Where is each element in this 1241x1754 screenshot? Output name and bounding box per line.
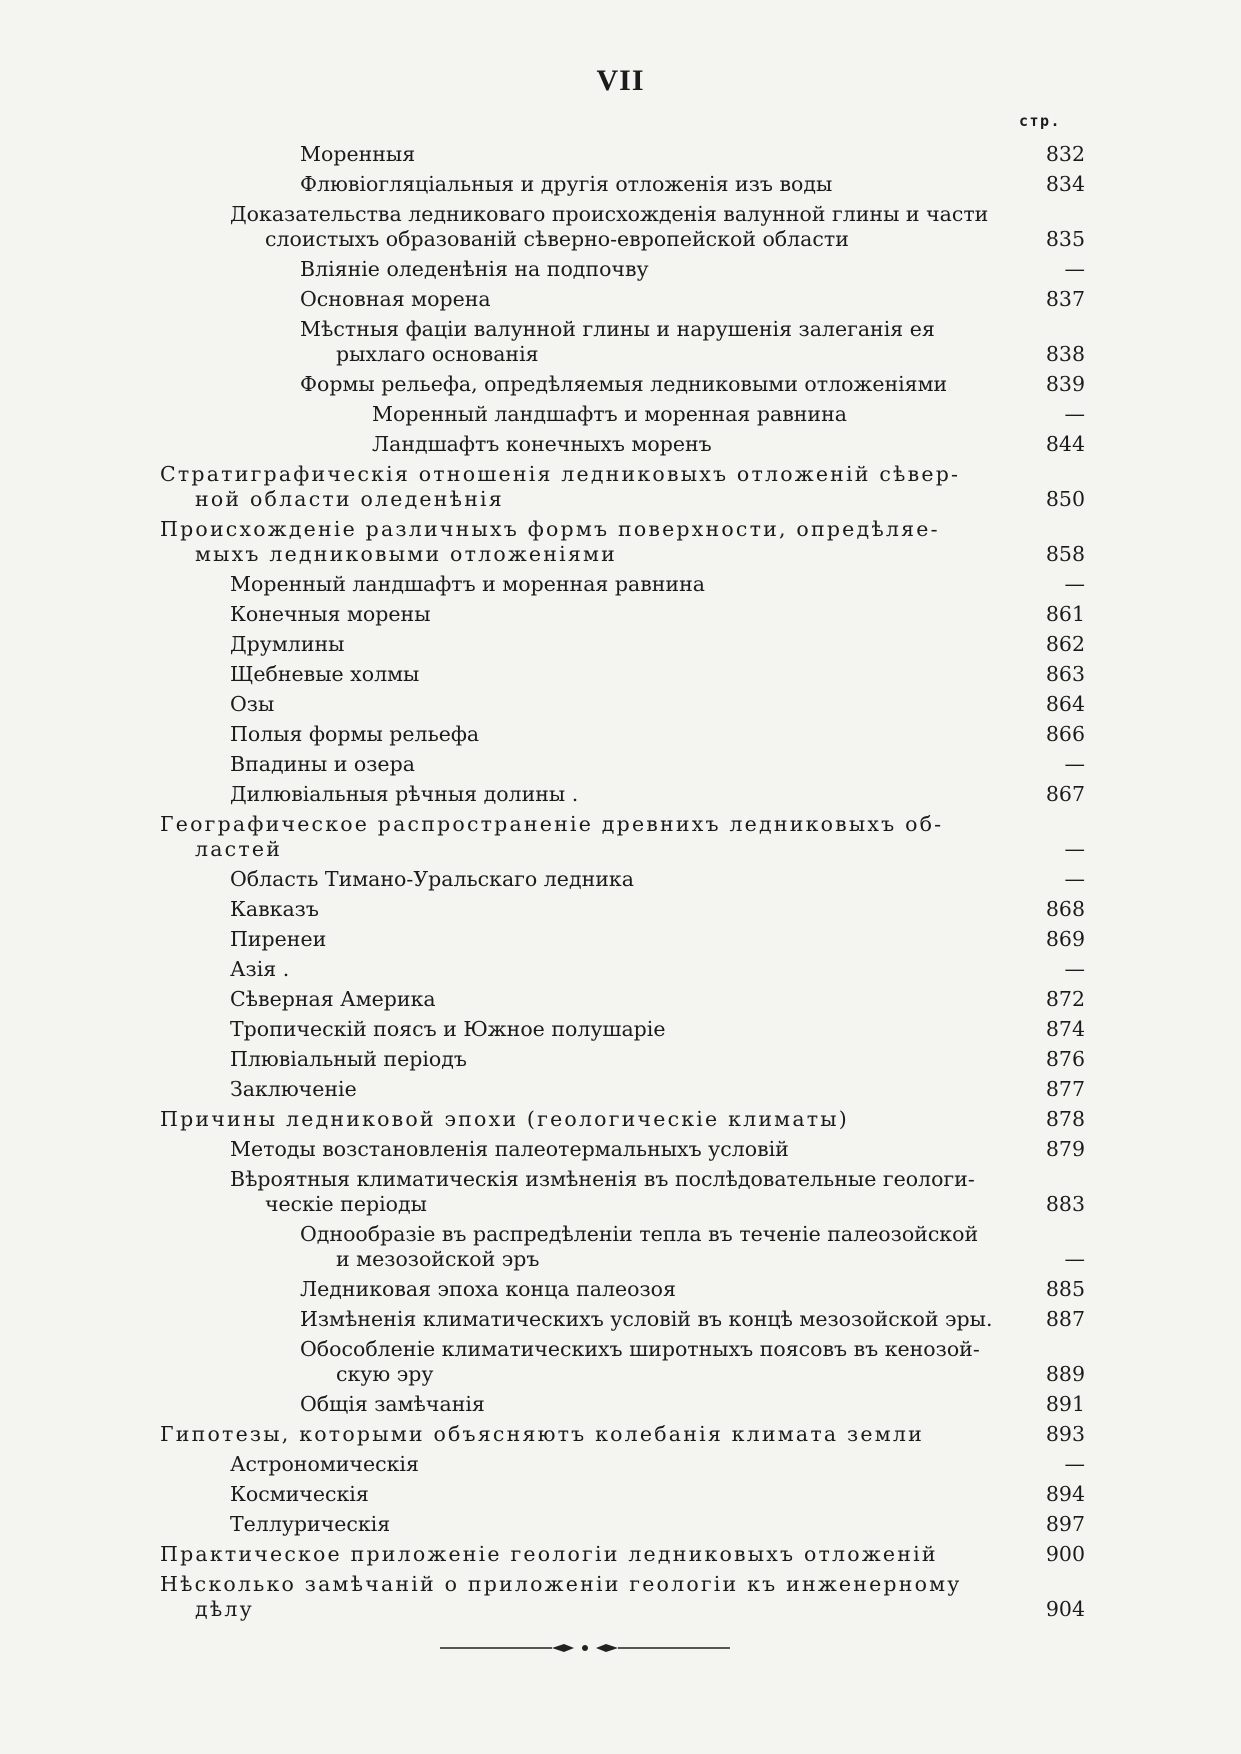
toc-title-line: Конечныя морены	[230, 602, 431, 626]
toc-entry-title	[230, 752, 1030, 777]
toc-title-line: Вліяніе оледенѣнія на подпочву	[300, 257, 649, 281]
toc-entry-page: —	[1064, 572, 1085, 596]
toc-entry-title	[160, 1572, 1030, 1622]
toc-title-line: Методы возстановленія палеотермальныхъ условій	[230, 1137, 789, 1161]
toc-entry	[0, 1480, 1241, 1510]
toc-entry-page: 861	[1045, 602, 1085, 626]
toc-entry-page: 850	[1045, 487, 1085, 511]
toc-title-line: Стратиграфическія отношенія ледниковыхъ отложеній сѣвер-	[160, 462, 961, 486]
toc-entry-page: 858	[1045, 542, 1085, 566]
toc-entry-page: 867	[1045, 782, 1085, 806]
toc-entry-page: 883	[1045, 1192, 1085, 1216]
toc-title-continuation: ческіе періоды	[265, 1192, 427, 1216]
toc-entry-page: 863	[1045, 662, 1085, 686]
toc-title-continuation: ной области оледенѣнія	[195, 487, 504, 511]
toc-title-continuation: ластей	[195, 837, 283, 861]
toc-entry	[0, 925, 1241, 955]
toc-entry-page: 844	[1045, 432, 1085, 456]
toc-entry-page: —	[1064, 1247, 1085, 1271]
toc-entry-page: 877	[1045, 1077, 1085, 1101]
toc-entry-title	[372, 402, 1032, 427]
toc-title-continuation: и мезозойской эръ	[336, 1247, 540, 1271]
toc-entry-title	[160, 462, 1030, 512]
toc-title-line: Впадины и озера	[230, 752, 415, 776]
toc-title-line: Полыя формы рельефа	[230, 722, 480, 746]
toc-entry-page: 866	[1045, 722, 1085, 746]
toc-title-line: Причины ледниковой эпохи (геологическіе климаты)	[160, 1107, 850, 1131]
toc-entry-title	[230, 867, 1030, 892]
toc-entry	[0, 1275, 1241, 1305]
toc-entry-page: 885	[1045, 1277, 1085, 1301]
toc-entry	[0, 1305, 1241, 1335]
toc-entry-title	[230, 927, 1030, 952]
toc-entry-title	[300, 1222, 1030, 1272]
toc-title-line: Дилювіальныя рѣчныя долины .	[230, 782, 579, 806]
toc-entry-page: 864	[1045, 692, 1085, 716]
toc-entry-title	[230, 572, 1030, 597]
toc-title-line: Азія .	[230, 957, 290, 981]
toc-entry	[0, 515, 1241, 570]
toc-entry-title	[230, 1452, 1030, 1477]
toc-title-line: Обособленіе климатическихъ широтныхъ поясовъ въ кенозой-	[300, 1337, 980, 1361]
toc-entry	[0, 1450, 1241, 1480]
toc-entry-title	[230, 1482, 1030, 1507]
toc-entry-title	[160, 1107, 1030, 1132]
toc-entry	[0, 460, 1241, 515]
toc-entry-title	[372, 432, 1032, 457]
toc-entry	[0, 1105, 1241, 1135]
toc-entry	[0, 600, 1241, 630]
toc-entry	[0, 170, 1241, 200]
toc-entry	[0, 1335, 1241, 1390]
toc-entry-page: 893	[1045, 1422, 1085, 1446]
toc-entry-title	[300, 172, 1030, 197]
toc-entry-page: 904	[1045, 1597, 1085, 1621]
toc-entry	[0, 630, 1241, 660]
toc-entry-page: —	[1064, 1452, 1085, 1476]
toc-entry-title	[230, 1047, 1030, 1072]
toc-entry	[0, 1540, 1241, 1570]
toc-entry-title	[160, 517, 1030, 567]
toc-title-line: Доказательства ледниковаго происхожденія валунной глины и части	[230, 202, 989, 226]
toc-entry	[0, 285, 1241, 315]
toc-entry-page: 839	[1045, 372, 1085, 396]
toc-title-continuation: рыхлаго основанія	[336, 342, 539, 366]
toc-entry-page: 900	[1045, 1542, 1085, 1566]
toc-title-line: Моренный ландшафтъ и моренная равнина	[372, 402, 847, 426]
toc-entry	[0, 370, 1241, 400]
toc-title-line: Вѣроятныя климатическія измѣненія въ послѣдовательные геологи-	[230, 1167, 975, 1191]
toc-entry-title	[160, 812, 1030, 862]
toc-entry-page: 876	[1045, 1047, 1085, 1071]
toc-entry-page: —	[1064, 957, 1085, 981]
toc-entry-page: 887	[1045, 1307, 1085, 1331]
toc-entry	[0, 1510, 1241, 1540]
toc-title-line: Практическое приложеніе геологіи ледниковыхъ отложеній	[160, 1542, 938, 1566]
toc-entry-page: 879	[1045, 1137, 1085, 1161]
toc-entry	[0, 1220, 1241, 1275]
toc-entry-page: 838	[1045, 342, 1085, 366]
toc-title-line: Моренныя	[300, 142, 416, 166]
toc-title-line: Озы	[230, 692, 275, 716]
toc-title-line: Моренный ландшафтъ и моренная равнина	[230, 572, 705, 596]
toc-entry	[0, 690, 1241, 720]
toc-entry-title	[230, 722, 1030, 747]
toc-entry-title	[230, 987, 1030, 1012]
toc-title-line: Основная морена	[300, 287, 491, 311]
toc-title-line: Астрономическія	[230, 1452, 419, 1476]
toc-title-continuation: дѣлу	[195, 1597, 254, 1621]
toc-title-line: Область Тимано-Уральскаго ледника	[230, 867, 634, 891]
toc-entry-title	[230, 1077, 1030, 1102]
toc-entry-title	[230, 632, 1030, 657]
toc-entry	[0, 720, 1241, 750]
toc-title-continuation: слоистыхъ образованій сѣверно-европейской области	[265, 227, 849, 251]
toc-title-continuation: мыхъ ледниковыми отложеніями	[195, 542, 618, 566]
toc-entry	[0, 1165, 1241, 1220]
toc-entry	[0, 1420, 1241, 1450]
toc-entry	[0, 810, 1241, 865]
end-ornament	[440, 1641, 730, 1655]
toc-entry-title	[230, 1512, 1030, 1537]
toc-entry-title	[300, 1307, 1030, 1332]
toc-entry-page: 868	[1045, 897, 1085, 921]
toc-entry	[0, 780, 1241, 810]
toc-entry-title	[300, 1277, 1030, 1302]
toc-entry-title	[230, 1017, 1030, 1042]
toc-entry	[0, 1045, 1241, 1075]
toc-entry-title	[230, 782, 1030, 807]
toc-entry-title	[230, 662, 1030, 687]
toc-title-line: Ландшафтъ конечныхъ моренъ	[372, 432, 712, 456]
toc-entry-title	[300, 317, 1030, 367]
toc-title-line: Тропическій поясъ и Южное полушаріе	[230, 1017, 666, 1041]
toc-entry-title	[300, 1337, 1030, 1387]
toc-entry	[0, 895, 1241, 925]
page-column-header: стр.	[1018, 112, 1062, 130]
toc-title-line: Космическія	[230, 1482, 369, 1506]
table-of-contents	[0, 140, 1241, 1625]
toc-title-line: Нѣсколько замѣчаній о приложеніи геологіи къ инженерному	[160, 1572, 962, 1596]
toc-entry	[0, 255, 1241, 285]
toc-entry-title	[230, 897, 1030, 922]
toc-entry-title	[230, 602, 1030, 627]
toc-entry	[0, 140, 1241, 170]
toc-entry-page: 889	[1045, 1362, 1085, 1386]
toc-title-line: Флювіогляціальныя и другія отложенія изъ воды	[300, 172, 833, 196]
toc-entry-title	[300, 257, 1030, 282]
toc-entry-page: 835	[1045, 227, 1085, 251]
toc-title-line: Плювіальный періодъ	[230, 1047, 467, 1071]
toc-entry-title	[160, 1422, 1030, 1447]
toc-entry	[0, 1015, 1241, 1045]
toc-title-line: Пиренеи	[230, 927, 327, 951]
toc-entry	[0, 1390, 1241, 1420]
toc-entry-page: —	[1064, 402, 1085, 426]
toc-title-line: Однообразіе въ распредѣленіи тепла въ теченіе палеозойской	[300, 1222, 979, 1246]
toc-entry-page: 872	[1045, 987, 1085, 1011]
toc-entry-title	[230, 957, 1030, 982]
toc-title-line: Щебневые холмы	[230, 662, 420, 686]
toc-entry-title	[230, 692, 1030, 717]
toc-entry	[0, 315, 1241, 370]
toc-entry-page: —	[1064, 837, 1085, 861]
toc-entry	[0, 400, 1241, 430]
toc-entry-page: 869	[1045, 927, 1085, 951]
toc-entry	[0, 430, 1241, 460]
toc-entry	[0, 985, 1241, 1015]
toc-entry-page: —	[1064, 867, 1085, 891]
toc-entry	[0, 1075, 1241, 1105]
toc-entry-page: 891	[1045, 1392, 1085, 1416]
toc-entry-page: —	[1064, 257, 1085, 281]
toc-entry-title	[230, 1137, 1030, 1162]
toc-entry-title	[160, 1542, 1030, 1567]
page-number: VII	[596, 64, 645, 97]
toc-entry-page: 897	[1045, 1512, 1085, 1536]
toc-entry-title	[230, 202, 1030, 252]
toc-entry-page: 894	[1045, 1482, 1085, 1506]
toc-title-line: Сѣверная Америка	[230, 987, 436, 1011]
toc-entry-title	[300, 372, 1030, 397]
toc-title-line: Происхожденіе различныхъ формъ поверхности, опредѣляе-	[160, 517, 940, 541]
toc-entry	[0, 570, 1241, 600]
toc-title-line: Формы рельефа, опредѣляемыя ледниковыми отложеніями	[300, 372, 948, 396]
toc-entry	[0, 660, 1241, 690]
toc-title-line: Заключеніе	[230, 1077, 357, 1101]
toc-title-line: Кавказъ	[230, 897, 319, 921]
toc-entry	[0, 865, 1241, 895]
toc-entry	[0, 955, 1241, 985]
toc-title-line: Гипотезы, которыми объясняютъ колебанія климата земли	[160, 1422, 924, 1446]
toc-entry-page: 832	[1045, 142, 1085, 166]
toc-entry-title	[300, 1392, 1030, 1417]
toc-entry-page: 837	[1045, 287, 1085, 311]
toc-entry-page: 878	[1045, 1107, 1085, 1131]
toc-entry-page: 862	[1045, 632, 1085, 656]
toc-entry	[0, 750, 1241, 780]
toc-entry	[0, 1135, 1241, 1165]
toc-entry	[0, 1570, 1241, 1625]
toc-entry-title	[300, 287, 1030, 312]
toc-entry-page: 874	[1045, 1017, 1085, 1041]
toc-entry-title	[300, 142, 1030, 167]
toc-title-line: Географическое распространеніе древнихъ ледниковыхъ об-	[160, 812, 944, 836]
toc-title-line: Общія замѣчанія	[300, 1392, 485, 1416]
toc-entry-title	[230, 1167, 1030, 1217]
toc-entry	[0, 200, 1241, 255]
toc-title-line: Измѣненія климатическихъ условій въ концѣ мезозойской эры.	[300, 1307, 993, 1331]
toc-title-continuation: скую эру	[336, 1362, 434, 1386]
toc-title-line: Мѣстныя фаціи валунной глины и нарушенія залеганія ея	[300, 317, 935, 341]
toc-entry-page: 834	[1045, 172, 1085, 196]
toc-entry-page: —	[1064, 752, 1085, 776]
toc-title-line: Друмлины	[230, 632, 345, 656]
toc-title-line: Теллурическія	[230, 1512, 391, 1536]
toc-title-line: Ледниковая эпоха конца палеозоя	[300, 1277, 676, 1301]
